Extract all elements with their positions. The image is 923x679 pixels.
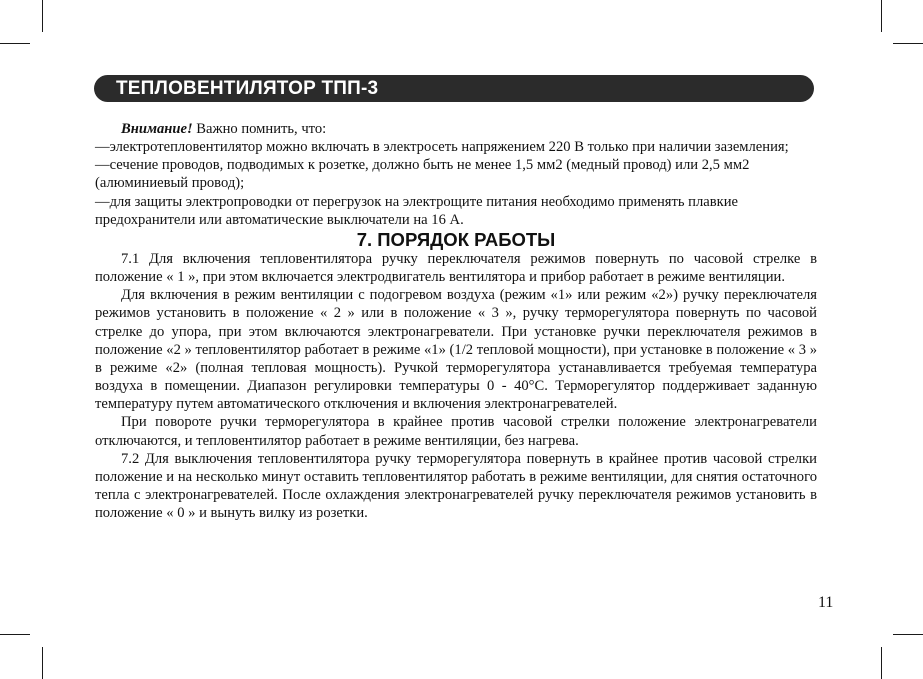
section-paragraph: Для включения в режим вентиляции с подогревом воздуха (режим «1» или режим «2») ручку переключателя режимов установить в положение « 2 » или в положение « 3 », ручку терморегулятора повернуть по часовой стрелке до упора, при этом включаются электронагреватели. При установке ручки переключателя режимов в положение «2 » тепловентилятор работает в режиме «1» (1/2 тепловой мощности), при установке в положение « 3 » в режиме «2» (полная тепловая мощность). Ручкой терморегулятора устанавливается требуемая температура воздуха в помещении. Диапазон регулировки температуры 0 - 40°С. Терморегулятор поддерживает заданную температуру путем автоматического отключения и включения электронагревателей. [95, 287, 817, 413]
warning-intro [95, 120, 817, 138]
warning-label: Внимание! [121, 121, 193, 137]
section-paragraph: 7.1 Для включения тепловентилятора ручку переключателя режимов повернуть по часовой стрелке в положение « 1 », при этом включается электродвигатель вентилятора и прибор работает в режиме вентиляции. [95, 250, 817, 286]
warning-item: —сечение проводов, подводимых к розетке, должно быть не менее 1,5 мм2 (медный провод) или 2,5 мм2 (алюминиевый провод); [95, 157, 750, 192]
section-paragraph: 7.2 Для выключения тепловентилятора ручку терморегулятора повернуть в крайнее против часовой стрелки положение и на несколько минут оставить тепловентилятор работать в режиме вентиляции, для снятия остаточного тепла с электронагревателей. После охлаждения электронагревателей ручку переключателя режимов установить в положение « 0 » и вынуть вилку из розетки. [95, 450, 817, 522]
crop-mark [42, 647, 43, 679]
crop-mark [893, 634, 923, 635]
crop-mark [0, 43, 30, 44]
crop-mark [0, 634, 30, 635]
crop-mark [893, 43, 923, 44]
crop-mark [881, 0, 882, 32]
crop-mark [881, 647, 882, 679]
warning-intro-text: Важно помнить, что: [192, 121, 327, 137]
header-bar [94, 75, 814, 102]
warning-item: —для защиты электропроводки от перегрузок на электрощите питания необходимо применять плавкие предохранители или автоматические выключатели на 16 А. [95, 193, 739, 228]
page-title: ТЕПЛОВЕНТИЛЯТОР ТПП-3 [116, 78, 379, 99]
page-content [95, 120, 817, 522]
page-number: 11 [818, 594, 834, 611]
crop-mark [42, 0, 43, 32]
section-title: 7. ПОРЯДОК РАБОТЫ [356, 228, 556, 250]
warning-item: —электротепловентилятор можно включать в электросеть напряжением 220 В только при наличии заземления; [95, 139, 789, 156]
section-paragraph: При повороте ручки терморегулятора в крайнее против часовой стрелки положение электронагреватели отключаются, и тепловентилятор работает в режиме вентиляции, без нагрева. [95, 414, 817, 449]
